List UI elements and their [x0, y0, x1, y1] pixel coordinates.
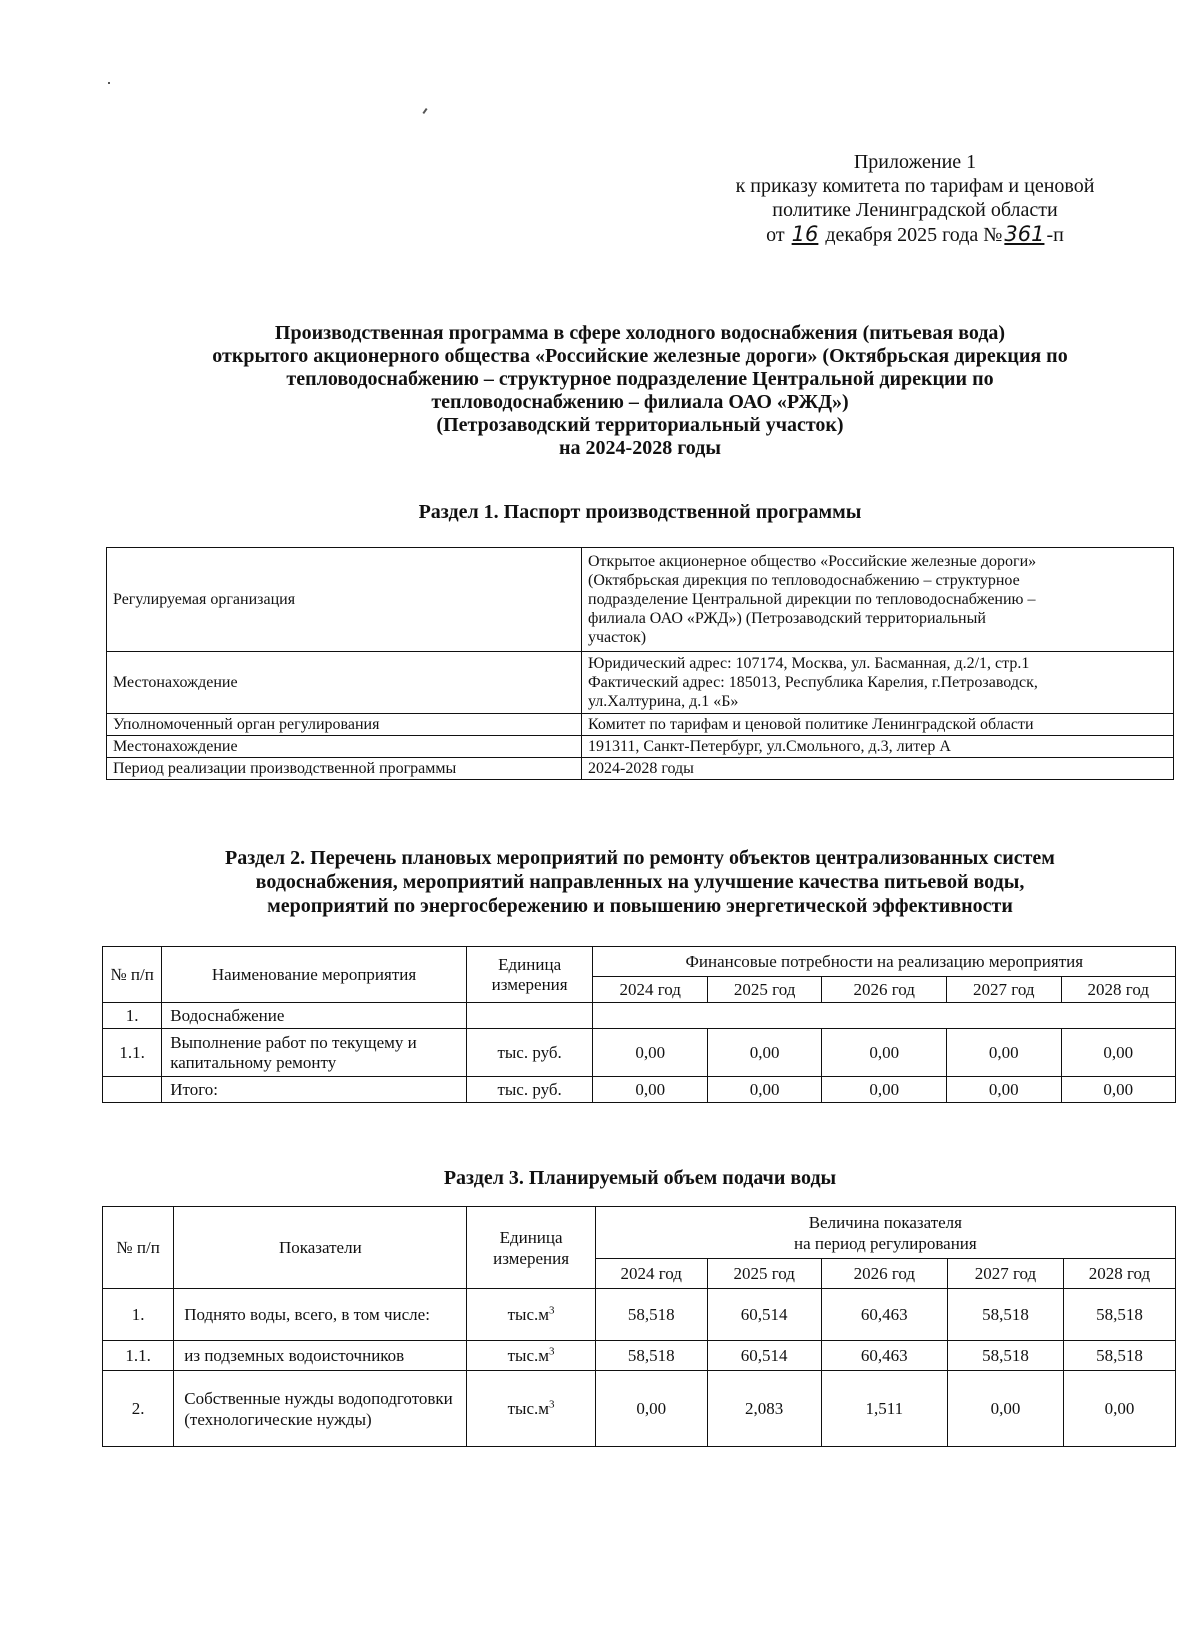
scan-speck: [108, 82, 110, 84]
passport-value-line: участок): [588, 629, 647, 646]
section-2-title-line: Раздел 2. Перечень плановых мероприятий по ремонту объектов централизованных систем: [225, 847, 1055, 869]
header-year: 2028 год: [1061, 977, 1175, 1003]
passport-value-line: Открытое акционерное общество «Российские железные дороги»: [588, 553, 1037, 570]
table-row: [107, 736, 1174, 758]
table-row: [107, 652, 1174, 714]
header-year: 2025 год: [707, 1259, 821, 1289]
section-3-title: Раздел 3. Планируемый объем подачи воды: [443, 1167, 837, 1189]
passport-value: [582, 548, 1174, 652]
header-year: 2027 год: [947, 1259, 1063, 1289]
section-2-title-line: мероприятий по энергосбережению и повышению энергетической эффективности: [267, 895, 1013, 917]
cell-value: 2,083: [707, 1371, 821, 1447]
header-name: Показатели: [174, 1207, 467, 1289]
cell-value: 60,463: [821, 1341, 947, 1371]
cell-num: 2.: [103, 1371, 174, 1447]
cell-value: 0,00: [593, 1029, 707, 1077]
appendix-header: [690, 150, 1140, 247]
header-group: [595, 1207, 1175, 1259]
header-year: 2028 год: [1063, 1259, 1175, 1289]
header-group-line: Величина показателя: [808, 1212, 962, 1232]
cell-value: 1,511: [821, 1371, 947, 1447]
section-2-title: [90, 846, 1190, 918]
passport-label: Местонахождение: [107, 652, 582, 714]
cell-name: Собственные нужды водоподготовки (технологические нужды): [174, 1371, 467, 1447]
cell-value: 60,514: [707, 1341, 821, 1371]
title-line-1: Производственная программа в сфере холодного водоснабжения (питьевая вода): [274, 322, 1006, 344]
header-unit: Единица измерения: [467, 1207, 595, 1289]
title-line-5: (Петрозаводский территориальный участок): [436, 414, 844, 436]
table-row: [103, 1003, 1176, 1029]
title-line-2: открытого акционерного общества «Российские железные дороги» (Октябрьская дирекция по: [212, 345, 1068, 367]
unit-text: тыс.м: [507, 1399, 550, 1418]
unit-superscript: 3: [549, 1345, 555, 1358]
cell-value: 58,518: [1063, 1341, 1175, 1371]
header-num: № п/п: [103, 947, 162, 1003]
cell-num: 1.: [103, 1003, 162, 1029]
cell-value: 0,00: [822, 1029, 947, 1077]
passport-label: Уполномоченный орган регулирования: [107, 714, 582, 736]
header-year: 2024 год: [593, 977, 707, 1003]
appendix-line-3: политике Ленинградской области: [772, 199, 1058, 221]
unit-text: тыс.м: [507, 1346, 550, 1365]
table-row: [107, 548, 1174, 652]
number-suffix: -п: [1046, 224, 1064, 246]
table-row: [103, 1371, 1176, 1447]
cell-value: 0,00: [822, 1077, 947, 1103]
passport-table: [106, 547, 1174, 780]
appendix-line-2: к приказу комитета по тарифам и ценовой: [735, 175, 1095, 197]
header-year: 2026 год: [821, 1259, 947, 1289]
date-middle: декабря 2025 года №: [825, 224, 1003, 246]
cell-value: 0,00: [1061, 1077, 1175, 1103]
cell-value: 0,00: [947, 1371, 1063, 1447]
table-row: [107, 714, 1174, 736]
cell-value: 60,463: [821, 1289, 947, 1341]
cell-name: из подземных водоисточников: [174, 1341, 467, 1371]
cell-name: Итого:: [162, 1077, 467, 1103]
cell-value: 0,00: [595, 1371, 707, 1447]
table-row: [103, 1077, 1176, 1103]
scan-speck: [422, 108, 427, 114]
title-line-4: тепловодоснабжению – филиала ОАО «РЖД»): [431, 391, 849, 413]
cell-num: 1.1.: [103, 1029, 162, 1077]
passport-label: Регулируемая организация: [107, 548, 582, 652]
cell-value: 0,00: [707, 1077, 821, 1103]
cell-value: 58,518: [947, 1289, 1063, 1341]
header-unit: Единица измерения: [466, 947, 593, 1003]
passport-value: 191311, Санкт-Петербург, ул.Смольного, д.3, литер А: [582, 736, 1174, 758]
title-line-6: на 2024-2028 годы: [559, 437, 721, 459]
header-year: 2025 год: [707, 977, 821, 1003]
water-supply-table: [102, 1206, 1176, 1447]
table-row: [103, 1029, 1176, 1077]
passport-label: Местонахождение: [107, 736, 582, 758]
cell-value: 58,518: [1063, 1289, 1175, 1341]
cell-value: 60,514: [707, 1289, 821, 1341]
table-row: [103, 1289, 1176, 1341]
unit-superscript: 3: [549, 1304, 555, 1317]
cell-value: 0,00: [593, 1077, 707, 1103]
header-group: Финансовые потребности на реализацию мероприятия: [593, 947, 1176, 977]
unit-superscript: 3: [549, 1398, 555, 1411]
passport-value-line: ул.Халтурина, д.1 «Б»: [588, 693, 739, 710]
cell-empty: [593, 1003, 1176, 1029]
appendix-date-line: [690, 222, 1140, 247]
passport-value: 2024-2028 годы: [582, 758, 1174, 780]
cell-unit: тыс. руб.: [466, 1077, 593, 1103]
passport-value: Комитет по тарифам и ценовой политике Ленинградской области: [582, 714, 1174, 736]
handwritten-number: 361: [1004, 222, 1045, 246]
cell-value: 58,518: [947, 1341, 1063, 1371]
cell-value: 58,518: [595, 1289, 707, 1341]
cell-unit: [467, 1371, 595, 1447]
cell-unit: [467, 1341, 595, 1371]
header-name: Наименование мероприятия: [162, 947, 467, 1003]
cell-value: 0,00: [1061, 1029, 1175, 1077]
cell-name: Водоснабжение: [162, 1003, 467, 1029]
table-header-row: [103, 1207, 1176, 1259]
cell-value: 0,00: [947, 1029, 1061, 1077]
header-year: 2027 год: [947, 977, 1061, 1003]
passport-value-line: филиала ОАО «РЖД») (Петрозаводский территориальный: [588, 610, 986, 627]
section-2-title-line: водоснабжения, мероприятий направленных на улучшение качества питьевой воды,: [255, 871, 1025, 893]
cell-value: 0,00: [1063, 1371, 1175, 1447]
table-row: [107, 758, 1174, 780]
table-header-row: [103, 947, 1176, 977]
table-row: [103, 1341, 1176, 1371]
cell-value: 58,518: [595, 1341, 707, 1371]
header-year: 2024 год: [595, 1259, 707, 1289]
cell-name: Поднято воды, всего, в том числе:: [174, 1289, 467, 1341]
appendix-line-1: Приложение 1: [853, 151, 977, 173]
passport-label: Период реализации производственной программы: [107, 758, 582, 780]
unit-text: тыс.м: [507, 1305, 550, 1324]
passport-value-line: подразделение Центральной дирекции по тепловодоснабжению –: [588, 591, 1036, 608]
cell-unit: [466, 1003, 593, 1029]
passport-value: [582, 652, 1174, 714]
document-title: [90, 322, 1190, 460]
cell-name: Выполнение работ по текущему и капитальному ремонту: [162, 1029, 467, 1077]
date-prefix: от: [766, 224, 785, 246]
passport-value-line: Юридический адрес: 107174, Москва, ул. Басманная, д.2/1, стр.1: [588, 655, 1030, 672]
section-1-title: Раздел 1. Паспорт производственной программы: [418, 501, 862, 523]
header-year: 2026 год: [822, 977, 947, 1003]
measures-table: [102, 946, 1176, 1103]
header-group-line: на период регулирования: [793, 1233, 977, 1253]
cell-value: 0,00: [707, 1029, 821, 1077]
passport-value-line: Фактический адрес: 185013, Республика Карелия, г.Петрозаводск,: [588, 674, 1038, 691]
handwritten-day: 16: [791, 222, 819, 246]
cell-unit: [467, 1289, 595, 1341]
cell-num: 1.1.: [103, 1341, 174, 1371]
title-line-3: тепловодоснабжению – структурное подразделение Центральной дирекции по: [286, 368, 994, 390]
cell-num: [103, 1077, 162, 1103]
header-num: № п/п: [103, 1207, 174, 1289]
cell-unit: тыс. руб.: [466, 1029, 593, 1077]
passport-value-line: (Октябрьская дирекция по тепловодоснабжению – структурное: [588, 572, 1020, 589]
cell-num: 1.: [103, 1289, 174, 1341]
cell-value: 0,00: [947, 1077, 1061, 1103]
